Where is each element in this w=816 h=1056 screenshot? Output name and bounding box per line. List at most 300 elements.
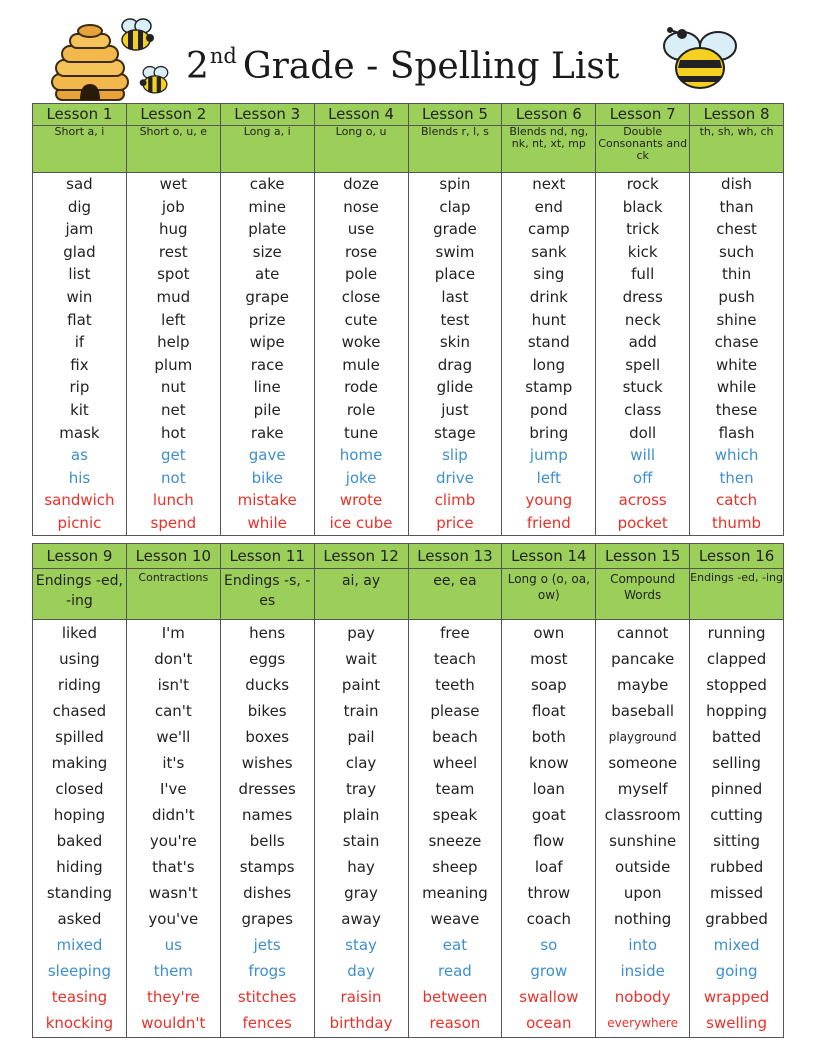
spelling-word: closed [55, 780, 104, 798]
spelling-word: such [719, 242, 755, 261]
lesson-name: Lesson 9 [33, 544, 127, 569]
spelling-word: woke [341, 333, 381, 352]
spelling-word: stamps [239, 858, 295, 876]
spelling-word-red: raisin [340, 988, 382, 1006]
spelling-word: chase [714, 333, 759, 352]
spelling-word: weave [430, 910, 480, 928]
spelling-word: eggs [249, 650, 286, 668]
lesson-name: Lesson 5 [408, 104, 502, 126]
spelling-word: tray [346, 780, 377, 798]
spelling-word-blue: eat [442, 936, 468, 954]
spelling-word: prize [248, 310, 286, 329]
lesson-name: Lesson 2 [126, 104, 220, 126]
spelling-word: names [242, 806, 293, 824]
spelling-word: hiding [56, 858, 103, 876]
spelling-word: while [716, 378, 757, 397]
lesson-skill: Blends r, l, s [408, 126, 502, 173]
spelling-word-blue: into [628, 936, 658, 954]
spelling-word: hay [347, 858, 375, 876]
spelling-word: away [341, 910, 381, 928]
lesson-name: Lesson 8 [690, 104, 784, 126]
lesson-skill: Blends nd, ng, nk, nt, xt, mp [502, 126, 596, 173]
word-list [596, 173, 690, 536]
spelling-word: clay [345, 754, 377, 772]
lesson-names-row [33, 544, 784, 569]
word-list [126, 620, 220, 1038]
lesson-name: Lesson 1 [33, 104, 127, 126]
spelling-word-blue: which [714, 446, 759, 465]
spelling-word-blue: not [161, 468, 186, 487]
spelling-word: rode [344, 378, 378, 397]
spelling-word: classroom [604, 806, 681, 824]
spelling-word: kick [627, 242, 658, 261]
lesson-name: Lesson 14 [502, 544, 596, 569]
spelling-word: bells [249, 832, 285, 850]
spelling-word-blue: joke [345, 468, 377, 487]
spelling-word: grade [433, 220, 477, 239]
spelling-word: asked [57, 910, 102, 928]
spelling-word-blue: read [438, 962, 472, 980]
spelling-word: plain [342, 806, 380, 824]
spelling-word: baked [56, 832, 103, 850]
spelling-word: spin [439, 175, 471, 193]
spelling-word-red: mistake [237, 491, 297, 510]
spelling-word: rip [69, 378, 90, 397]
spelling-word: role [346, 400, 376, 419]
spelling-word: sank [531, 242, 567, 261]
spelling-word: plum [154, 355, 193, 374]
spelling-word: ducks [245, 676, 290, 694]
spelling-word: upon [623, 884, 662, 902]
spelling-word-blue: left [536, 468, 561, 487]
spelling-word: nut [160, 378, 186, 397]
lesson-skill: ee, ea [408, 569, 502, 620]
spelling-word-blue: as [70, 446, 88, 465]
word-list [314, 620, 408, 1038]
spelling-word-red: wouldn't [141, 1014, 206, 1032]
lesson-name: Lesson 7 [596, 104, 690, 126]
spelling-word: using [59, 650, 100, 668]
spelling-word: loan [532, 780, 565, 798]
spelling-word: rake [250, 423, 284, 442]
spelling-word-red: fences [242, 1014, 292, 1032]
word-list [408, 173, 502, 536]
spelling-word: teeth [435, 676, 475, 694]
spelling-word-blue: get [160, 446, 186, 465]
spelling-word: wheel [432, 754, 478, 772]
word-list [33, 620, 127, 1038]
lesson-skill: Double Consonants and ck [596, 126, 690, 173]
spelling-word: pinned [710, 780, 763, 798]
lesson-skill: Long a, i [220, 126, 314, 173]
spelling-word-red: climb [434, 491, 476, 510]
spelling-word: you've [148, 910, 199, 928]
spelling-word-red: across [618, 491, 667, 510]
spelling-word: close [341, 287, 381, 306]
spelling-word-blue: bike [251, 468, 283, 487]
spelling-word: myself [617, 780, 668, 798]
spelling-word-blue: frogs [248, 962, 286, 980]
spelling-word: spilled [55, 728, 104, 746]
spelling-word: pancake [611, 650, 675, 668]
spelling-word: mask [59, 423, 100, 442]
spelling-word: line [253, 378, 281, 397]
lesson-name: Lesson 10 [126, 544, 220, 569]
spelling-table-lessons-9-16 [32, 543, 784, 1038]
spelling-word-red: reason [429, 1014, 481, 1032]
spelling-word: pay [347, 624, 375, 642]
spelling-word: sitting [713, 832, 761, 850]
spelling-word-red: spend [150, 513, 197, 532]
spelling-word: chest [716, 220, 757, 239]
spelling-word: boxes [245, 728, 290, 746]
spelling-word: didn't [151, 806, 195, 824]
spelling-word-blue: gave [248, 446, 286, 465]
spelling-word: dishes [243, 884, 292, 902]
spelling-word: stopped [706, 676, 767, 694]
spelling-word: sing [533, 265, 565, 284]
spelling-word-red: between [422, 988, 488, 1006]
spelling-word-red: while [247, 513, 287, 532]
spelling-word: tune [344, 423, 379, 442]
spelling-word: wipe [249, 333, 285, 352]
spelling-word: hunt [531, 310, 567, 329]
spelling-word-blue: mixed [713, 936, 760, 954]
spelling-word: thin [722, 265, 752, 284]
spelling-word-blue: off [632, 468, 653, 487]
spelling-word: train [343, 702, 379, 720]
word-lists-row [33, 620, 784, 1038]
spelling-word: wet [159, 175, 187, 193]
spelling-word: it's [162, 754, 185, 772]
spelling-word-red: swallow [519, 988, 579, 1006]
spelling-word: end [534, 197, 563, 216]
spelling-word-red: nobody [614, 988, 671, 1006]
spelling-word: black [622, 197, 663, 216]
spelling-word: neck [624, 310, 661, 329]
lesson-name: Lesson 12 [314, 544, 408, 569]
spelling-word: pail [347, 728, 375, 746]
lesson-skill: Endings -ed, -ing [690, 569, 784, 620]
spelling-word-red: stitches [237, 988, 297, 1006]
spelling-word: baseball [611, 702, 675, 720]
word-list [690, 620, 784, 1038]
lesson-skill: Contractions [126, 569, 220, 620]
spelling-word: spot [157, 265, 190, 284]
spelling-word: coach [526, 910, 571, 928]
spelling-word-red: they're [146, 988, 200, 1006]
spelling-word: wait [345, 650, 377, 668]
spelling-word: drag [437, 355, 473, 374]
spelling-word: help [157, 333, 190, 352]
lesson-name: Lesson 11 [220, 544, 314, 569]
spelling-word: bring [529, 423, 569, 442]
spelling-word: stuck [622, 378, 663, 397]
spelling-word: hot [161, 423, 186, 442]
spelling-word: dresses [238, 780, 296, 798]
spelling-word-red: teasing [51, 988, 108, 1006]
word-list [126, 173, 220, 536]
spelling-word: cutting [710, 806, 763, 824]
spelling-word: soap [530, 676, 567, 694]
lesson-skill: Compound Words [596, 569, 690, 620]
spelling-word: liked [61, 624, 98, 642]
spelling-word: mud [156, 287, 191, 306]
lesson-skills-row [33, 569, 784, 620]
spelling-word: dig [67, 197, 92, 216]
spelling-word: that's [152, 858, 195, 876]
spelling-word-blue: home [339, 446, 383, 465]
page-header [0, 0, 816, 103]
spelling-word: grabbed [705, 910, 768, 928]
spelling-word: outside [615, 858, 671, 876]
spelling-word: loaf [534, 858, 563, 876]
spelling-word-blue: so [540, 936, 558, 954]
spelling-word: making [51, 754, 108, 772]
bee-icon [116, 18, 156, 54]
spelling-word: than [719, 197, 754, 216]
spelling-word: stain [342, 832, 380, 850]
spelling-word: last [441, 287, 469, 306]
spelling-word: size [252, 242, 282, 261]
lesson-skill: th, sh, wh, ch [690, 126, 784, 173]
spelling-word: paint [341, 676, 381, 694]
spelling-word: gray [344, 884, 378, 902]
spelling-word-blue: will [630, 446, 656, 465]
spelling-word: race [250, 355, 284, 374]
spelling-word: nose [343, 197, 379, 216]
spelling-word: bikes [247, 702, 287, 720]
spelling-word: cake [249, 175, 285, 193]
spelling-word: win [66, 287, 93, 306]
spelling-word: isn't [157, 676, 190, 694]
spelling-word-red: catch [716, 491, 758, 510]
spelling-word: left [161, 310, 186, 329]
spelling-word-red: everywhere [607, 1016, 679, 1030]
spelling-word: trick [626, 220, 660, 239]
word-list [408, 620, 502, 1038]
spelling-word: place [434, 265, 476, 284]
spelling-word: hens [249, 624, 286, 642]
word-list [314, 173, 408, 536]
spelling-word: sneeze [428, 832, 482, 850]
spelling-word: most [530, 650, 568, 668]
spelling-word-blue: mixed [56, 936, 103, 954]
bee-icon [138, 64, 172, 98]
spelling-word: test [440, 310, 470, 329]
spelling-word: rock [626, 175, 659, 193]
spelling-word-blue: jets [253, 936, 281, 954]
spelling-word: dish [721, 175, 753, 193]
spelling-word: clap [439, 197, 471, 216]
spelling-word: stage [434, 423, 476, 442]
spelling-word-red: ice cube [329, 513, 393, 532]
spelling-word: please [430, 702, 480, 720]
spelling-word: hopping [706, 702, 768, 720]
spelling-word-red: young [525, 491, 573, 510]
spelling-word-blue: us [164, 936, 182, 954]
spelling-word: chased [52, 702, 107, 720]
spelling-word: pole [345, 265, 378, 284]
word-lists-row [33, 173, 784, 536]
spelling-word: you're [149, 832, 197, 850]
spelling-word: batted [711, 728, 762, 746]
spelling-word: someone [608, 754, 678, 772]
spelling-word: teach [433, 650, 476, 668]
spelling-word-red: pocket [617, 513, 668, 532]
spelling-word: flat [67, 310, 92, 329]
spelling-word: sad [66, 175, 93, 193]
lesson-skill: ai, ay [314, 569, 408, 620]
spelling-word-red: picnic [57, 513, 102, 532]
spelling-word: spell [625, 355, 661, 374]
spelling-word: float [531, 702, 566, 720]
spelling-word: riding [57, 676, 101, 694]
spelling-word: I've [159, 780, 187, 798]
spelling-word: glide [436, 378, 474, 397]
spelling-word: can't [154, 702, 192, 720]
lesson-skills-row [33, 126, 784, 173]
spelling-word-blue: stay [345, 936, 377, 954]
spelling-word: clapped [706, 650, 767, 668]
spelling-word: free [440, 624, 470, 642]
word-list [690, 173, 784, 536]
lesson-name: Lesson 13 [408, 544, 502, 569]
spelling-word: both [531, 728, 566, 746]
lesson-name: Lesson 4 [314, 104, 408, 126]
spelling-word: full [631, 265, 655, 284]
spelling-word: flow [533, 832, 565, 850]
spelling-word: add [628, 333, 657, 352]
spelling-word: ate [255, 265, 280, 284]
spelling-word: fix [70, 355, 89, 374]
spelling-word: know [528, 754, 569, 772]
spelling-word: rubbed [709, 858, 764, 876]
lesson-skill: Endings -s, -es [220, 569, 314, 620]
spelling-word: net [161, 400, 186, 419]
spelling-word: nothing [614, 910, 672, 928]
spelling-word: camp [528, 220, 570, 239]
spelling-word: wishes [241, 754, 293, 772]
spelling-word: we'll [156, 728, 191, 746]
spelling-word-blue: going [715, 962, 758, 980]
lesson-skill: Endings -ed, -ing [33, 569, 127, 620]
spelling-word: pond [529, 400, 568, 419]
spelling-word: goat [531, 806, 566, 824]
spelling-word-blue: then [719, 468, 754, 487]
spelling-word: hoping [53, 806, 106, 824]
spelling-word-red: friend [526, 513, 571, 532]
spelling-word-blue: sleeping [47, 962, 112, 980]
spelling-word-red: swelling [706, 1014, 767, 1032]
word-list [220, 620, 314, 1038]
spelling-table-lessons-1-8 [32, 103, 784, 536]
lesson-skill: Short a, i [33, 126, 127, 173]
word-list [502, 620, 596, 1038]
spelling-word-blue: grow [530, 962, 568, 980]
spelling-word: grapes [241, 910, 293, 928]
spelling-word-blue: day [347, 962, 375, 980]
spelling-word-blue: slip [442, 446, 468, 465]
word-list [220, 173, 314, 536]
spelling-word-red: sandwich [44, 491, 115, 510]
spelling-word: dress [622, 287, 663, 306]
lesson-skill: Long o, u [314, 126, 408, 173]
spelling-word: beach [432, 728, 478, 746]
spelling-word-red: thumb [712, 513, 762, 532]
spelling-word: standing [46, 884, 112, 902]
spelling-word: next [532, 175, 566, 193]
spelling-word-red: wrote [339, 491, 383, 510]
spelling-word-blue: inside [620, 962, 665, 980]
spelling-word: drink [529, 287, 568, 306]
spelling-word-blue: jump [529, 446, 568, 465]
spelling-word: jam [65, 220, 94, 239]
spelling-word: just [441, 400, 469, 419]
spelling-word: I'm [161, 624, 185, 642]
word-list [33, 173, 127, 536]
spelling-word: if [74, 333, 85, 352]
spelling-word: mine [248, 197, 286, 216]
spelling-word: doze [343, 175, 379, 193]
spelling-word: throw [527, 884, 571, 902]
spelling-word: kit [70, 400, 89, 419]
lesson-name: Lesson 16 [690, 544, 784, 569]
lesson-names-row [33, 104, 784, 126]
spelling-word: sunshine [609, 832, 677, 850]
word-list [596, 620, 690, 1038]
spelling-word: stamp [525, 378, 573, 397]
spelling-word: selling [712, 754, 761, 772]
spelling-word: own [533, 624, 565, 642]
spelling-word: doll [629, 423, 657, 442]
spelling-word: rest [158, 242, 188, 261]
spelling-word: mule [342, 355, 380, 374]
spelling-word-blue: drive [435, 468, 474, 487]
lesson-skill: Long o (o, oa, ow) [502, 569, 596, 620]
spelling-word: stand [527, 333, 570, 352]
spelling-word: long [532, 355, 565, 374]
spelling-word: cannot [616, 624, 669, 642]
spelling-word: speak [432, 806, 478, 824]
spelling-word-red: ocean [526, 1014, 572, 1032]
spelling-word: glad [63, 242, 96, 261]
spelling-word: shine [716, 310, 757, 329]
lesson-name: Lesson 15 [596, 544, 690, 569]
spelling-word: team [435, 780, 475, 798]
spelling-word-red: birthday [329, 1014, 393, 1032]
spelling-word: hug [159, 220, 188, 239]
spelling-word: running [707, 624, 766, 642]
spelling-word: grape [245, 287, 289, 306]
spelling-word: meaning [422, 884, 488, 902]
spelling-word-red: knocking [45, 1014, 114, 1032]
spelling-word-red: lunch [152, 491, 194, 510]
page-title: 2nd Grade - Spelling List [186, 44, 620, 87]
spelling-word: cute [344, 310, 378, 329]
spelling-word-blue: them [153, 962, 193, 980]
spelling-word: swim [435, 242, 475, 261]
spelling-word: rose [345, 242, 378, 261]
lesson-name: Lesson 6 [502, 104, 596, 126]
spelling-word: don't [154, 650, 193, 668]
lesson-name: Lesson 3 [220, 104, 314, 126]
spelling-word: plate [248, 220, 287, 239]
spelling-word-red: wrapped [703, 988, 770, 1006]
spelling-word: push [718, 287, 755, 306]
spelling-word: job [161, 197, 185, 216]
bee-icon [660, 24, 740, 94]
